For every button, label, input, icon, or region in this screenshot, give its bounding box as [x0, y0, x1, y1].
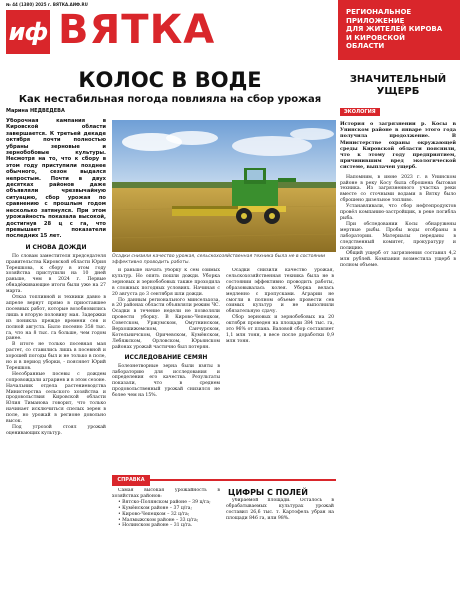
list-item: • Нолинском районе – 31 ц/га.: [118, 523, 193, 529]
list-item: • Кумёнском районе – 37 ц/га;: [118, 505, 193, 511]
section-subhead: ИССЛЕДОВАНИЕ СЕМЯН: [124, 353, 208, 361]
supplement-line: ПРИЛОЖЕНИЕ: [346, 16, 405, 25]
article-subheadline: Как нестабильная погода повлияла на сбор урожая: [18, 94, 322, 105]
article-column-left: [6, 118, 106, 602]
article-author: Марина НЕДВЕДЕВА: [6, 108, 65, 114]
paragraph: Напомним, в июне 2023 г. в Унинском районе в реку Косу была сброшена бытовая техника. Из загрязненного участка реки вместе со сточными водами в Вятку было сброшено дизельное топливо.: [340, 174, 456, 204]
reference-column-b: [226, 498, 334, 602]
list-item: • Малмыжском районе – 33 ц/га;: [118, 517, 199, 523]
paragraph: Самая высокая урожайность в хозяйствах районов:: [112, 488, 220, 499]
column-text: [6, 254, 106, 437]
sidebar-title: ЗНАЧИТЕЛЬНЫЙ УЩЕРБ: [349, 74, 447, 97]
paragraph: Отказ топливной и техники давно в апреле вернут прямо в приоставшее посевных работ, которые возобновились лишь в вторую половину мая. Задержки из поникла прежде времени сев и полной августа. Было посеяно 358 тыс. га, что на 8 тыс. га больше, чем годом ранее.: [6, 295, 106, 342]
sidebar-lead: [340, 121, 456, 171]
paragraph: Несобранные посевы с дождем сопровождали аграриев и в этом сезоне. Начальник отдела растениеводства Министерства сельского хозяйства и продовольствия Кировской области Юлия Тиманова говорит, что только начинает исключиться спелых зерен в поле, но урожай в регионе довольно высок.: [6, 371, 106, 425]
divider: [150, 479, 336, 481]
reference-bar: [112, 474, 336, 486]
aif-logo: [6, 10, 50, 54]
photo-caption: Осадки снизили качество урожая, сельскохозяйственная техника была не в состоянии эффективно проводить работы.: [112, 254, 326, 265]
supplement-line: И КИРОВСКОЙ: [346, 33, 405, 42]
paragraph: и раньше начать уборку к сем озимых культур. Но опять пошли дожди. Уборка зерновых и зернобобовых также проходила в сложных погодных условиях. Начиная с 20 августа до 3 сентября шли дожди.: [112, 268, 220, 297]
reference-tag: СПРАВКА: [112, 475, 150, 486]
harvest-photo: [112, 120, 336, 252]
masthead-left: [0, 0, 336, 60]
article-column-mid-b: [226, 268, 334, 468]
sidebar-lead-text: История о загрязнении р. Косы в Унинском районе в январе этого года получила продолжение. В Министерстве охраны окружающей среды Кировской области пояснили, что к этому году предприятием, причинившим вред экологической системе, выплачен ущерб.: [340, 121, 456, 171]
publication-title: ВЯТКА: [58, 7, 216, 53]
list-item: • Вятско-Полянском районе – 39 ц/га;: [118, 499, 211, 505]
paragraph: убираемой площади. Осталось в обрабатываемых культурах урожай составил 26,6 тыс. т. Картофель убран на площади 846 га, или 98%.: [226, 498, 334, 521]
reference-title: ЦИФРЫ С ПОЛЕЙ: [228, 488, 308, 497]
paragraph: Общий ущерб от загрязнения составил 4,2 млн рублей. Компания возместила ущерб в полном объеме.: [340, 251, 456, 269]
reference-column-a: [112, 488, 220, 602]
article-column-mid-a: [112, 268, 220, 468]
paragraph: По данным регионального минсельхоза, в 20 районах области объявляли режим ЧС. Осадки в течение недели не позволяли провести уборку. В Кирово-Чепецком, Советском, Уржумском, Омутнинском, Верхошижемском, Санчурском, Котельничском, Оричевском, Кумёнском, Лебяжском, Орловском, Юрьянском районах урожай частично был потерян.: [112, 297, 220, 350]
supplement-line: РЕГИОНАЛЬНОЕ: [346, 8, 412, 16]
paragraph: Устанавливали, что сбор нефтепродуктов провёл компанию-застройщик, в реке погибла рыба.: [340, 204, 456, 221]
paragraph: Под угрозой стоял урожай оценивающих культур.: [6, 425, 106, 436]
paragraph: Болезнетворные зерна были взяты в лабораторию для исследования и определения его качества. Результаты показали, что в среднем продовольственный урожай снизился не более чем на 15%.: [112, 363, 220, 399]
paragraph: Осадки снизили качество урожая, сельскохозяйственная техника была не в состоянии эффективно проводить работы, образовывалась колея. Уборка велась медленно с пропусками. Аграрии не смогли в полном объеме провести сев озимых культур и не выполнили обязательную сдачу.: [226, 268, 334, 315]
aif-logo-text: иф: [8, 18, 48, 46]
supplement-line: ДЛЯ ЖИТЕЛЕЙ КИРОВА: [346, 25, 443, 33]
issue-info: № 44 (1380) 2025 г. ВЯТКА.АИФ.RU: [6, 2, 88, 7]
section-subhead: И СНОВА ДОЖДИ: [25, 243, 87, 251]
harvester-illustration: [112, 120, 336, 252]
list-item: • Кирово-Чепецком – 32 ц/га;: [118, 511, 190, 517]
paragraph: По словам заместителя председателя правительства Кировской области Юрия Терешкова, к сбору в этом году хозяйства приступили на 10 дней раньше, чем в 2024 г. Первые обнадёживающие итоги были уже на 27 марта.: [6, 253, 106, 295]
supplement-banner: [338, 0, 460, 60]
supplement-line: ОБЛАСТИ: [346, 42, 385, 50]
article-lead: Уборочная кампания в Кировской области завершается. К третьей декаде октября почти полностью убраны зерновые и зернобобовые культуры. Несмотря на то, что к сбору в этом году приступили позднее обычного, сезон выдался непростым. Почти в двух десятках районов даже объявляли чрезвычайную ситуацию, сбор урожая по сравнению с прошлым годом несколько затянулся. При этом урожайность показала высокой, достигнув 28 ц с га, что превышает показатели последних 15 лет.: [6, 118, 106, 240]
paragraph: При обследовании Косы обнаружены мертвые рыбы. Пробы воды отобраны в лаборатории. Материалы переданы в следственный комитет, прокуратуру и полицию.: [340, 221, 456, 251]
paragraph: В итоге не только посевная мая растет, со ставились лишь в посевной и хорошей погоды был и не только в поле, но и в период уборки, - поясняет Юрий Терешков.: [6, 342, 106, 371]
article-headline: КОЛОС В ВОДЕ: [78, 68, 262, 92]
sidebar-article: [340, 64, 456, 604]
masthead: [0, 0, 460, 60]
sidebar-text: [340, 175, 456, 270]
paragraph: Сбор зерновых и зернобобовых на 20 октября проведен на площади 384 тыс. га, это 96% от плана. Валовой сбор составляет 1,1 млн тонн, в весе после доработки 0,9 млн тонн.: [226, 315, 334, 344]
sidebar-rubric: ЭКОЛОГИЯ: [340, 108, 380, 116]
